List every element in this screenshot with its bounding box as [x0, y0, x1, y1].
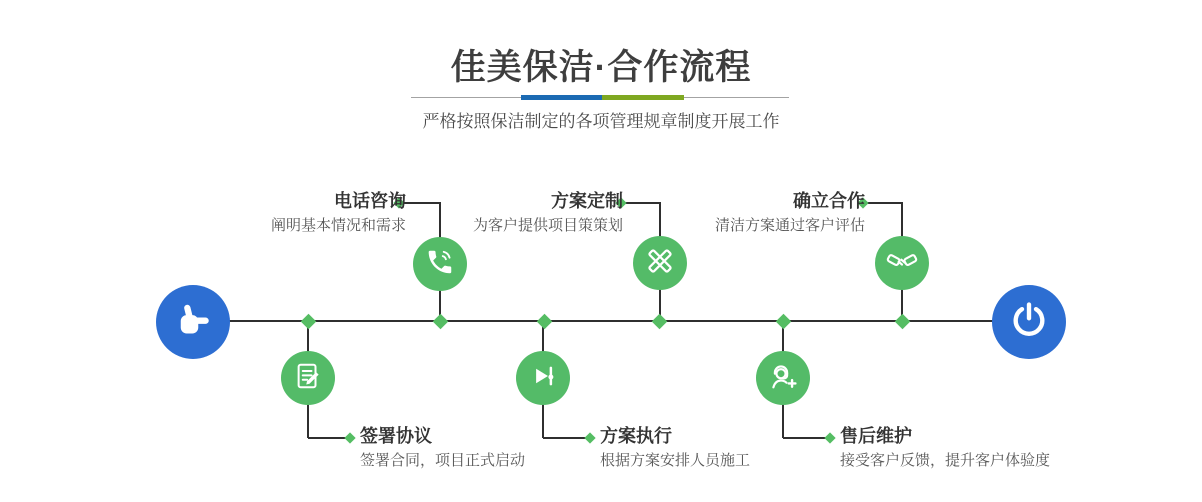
page-title: 佳美保洁·合作流程 [450, 48, 752, 87]
phone-icon [425, 247, 455, 282]
elbow-bottom-3 [783, 437, 827, 439]
step-title: 方案定制 [551, 191, 623, 211]
step-label-aftersales [840, 425, 1050, 471]
step-label-sign [360, 425, 525, 471]
label-diamond [824, 432, 835, 443]
label-diamond [344, 432, 355, 443]
junction-diamond [537, 314, 553, 330]
sign-document-icon [293, 361, 323, 396]
step-node-sign [281, 351, 335, 405]
elbow-bottom-2 [543, 437, 587, 439]
step-title: 确立合作 [793, 191, 865, 211]
step-desc: 阐明基本情况和需求 [270, 217, 406, 234]
step-label-design [368, 190, 623, 236]
step-desc: 根据方案安排人员施工 [600, 452, 751, 469]
step-node-aftersales [756, 351, 810, 405]
step-node-execute [516, 351, 570, 405]
start-node [156, 285, 230, 359]
page-subtitle: 严格按照保洁制定的各项管理规章制度开展工作 [422, 112, 780, 131]
elbow-top-3 [866, 202, 903, 204]
junction-diamond [895, 314, 911, 330]
step-node-design [633, 236, 687, 290]
junction-diamond [301, 314, 317, 330]
step-title: 签署协议 [360, 426, 432, 446]
step-desc: 为客户提供项目策策划 [472, 217, 623, 234]
step-desc: 清洁方案通过客户评估 [714, 217, 865, 234]
step-label-handshake [610, 190, 865, 236]
handshake-icon [886, 245, 918, 282]
label-diamond [584, 432, 595, 443]
step-desc: 接受客户反馈，提升客户体验度 [840, 452, 1051, 469]
pencil-ruler-icon [645, 246, 675, 281]
title-divider-blue-segment [521, 95, 602, 100]
step-node-phone [413, 237, 467, 291]
play-slider-icon [528, 361, 558, 396]
junction-diamond [652, 314, 668, 330]
step-desc: 签署合同，项目正式启动 [360, 452, 526, 469]
step-title: 方案执行 [600, 426, 672, 446]
title-divider-green-segment [602, 95, 684, 100]
step-title: 售后维护 [840, 426, 912, 446]
headset-plus-icon [767, 360, 799, 397]
step-node-handshake [875, 236, 929, 290]
junction-diamond [433, 314, 449, 330]
power-icon [1008, 299, 1050, 346]
step-title: 电话咨询 [334, 191, 406, 211]
end-node [992, 285, 1066, 359]
pointing-hand-icon [172, 299, 214, 346]
junction-diamond [776, 314, 792, 330]
elbow-bottom-1 [308, 437, 347, 439]
step-label-execute [600, 425, 750, 471]
